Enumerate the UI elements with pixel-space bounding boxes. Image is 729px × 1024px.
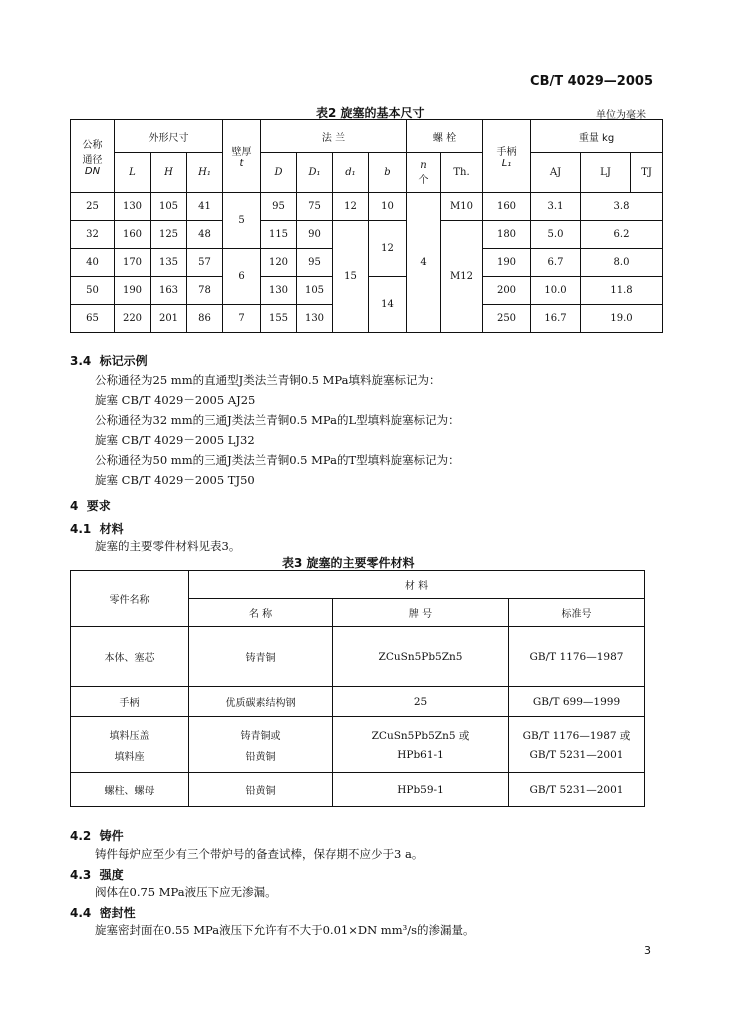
cell-H1: 57: [187, 249, 223, 277]
cell-standard: GB/T 1176—1987 或 GB/T 5231—2001: [509, 717, 645, 773]
cell-H1: 41: [187, 193, 223, 221]
th-handle: 手柄 L₁: [483, 120, 531, 193]
table3-title: 表3 旋塞的主要零件材料: [282, 556, 415, 570]
example-line-5: 公称通径为50 mm的三通J类法兰青铜0.5 MPa的T型填料旋塞标记为：: [95, 453, 460, 467]
cell-D: 120: [261, 249, 297, 277]
cell-dn: 65: [71, 305, 115, 333]
cell-grade: HPb59-1: [333, 773, 509, 807]
page-number: 3: [644, 944, 651, 957]
cell-D1: 90: [297, 221, 333, 249]
cell-part: 手柄: [71, 687, 189, 717]
th-d1: d₁: [333, 153, 369, 193]
cell-material-name: 铸青铜或 铅黄铜: [189, 717, 333, 773]
cell-D: 115: [261, 221, 297, 249]
cell-D: 130: [261, 277, 297, 305]
cell-H1: 48: [187, 221, 223, 249]
th-H1: H₁: [187, 153, 223, 193]
table2-unit: 单位为毫米: [596, 110, 646, 121]
cell-material-name: 优质碳素结构钢: [189, 687, 333, 717]
table2-title: 表2 旋塞的基本尺寸: [316, 106, 425, 120]
table-row: [71, 627, 645, 687]
cell-L1: 160: [483, 193, 531, 221]
cell-ljtj: 11.8: [581, 277, 663, 305]
cell-b-merged-a: 12: [369, 221, 407, 277]
cell-ljtj: 8.0: [581, 249, 663, 277]
cell-D: 155: [261, 305, 297, 333]
cell-H: 125: [151, 221, 187, 249]
cell-D: 95: [261, 193, 297, 221]
th-standard: 标准号: [509, 599, 645, 627]
cell-L1: 250: [483, 305, 531, 333]
cell-standard: GB/T 1176—1987: [509, 627, 645, 687]
cell-grade: ZCuSn5Pb5Zn5: [333, 627, 509, 687]
cell-aj: 5.0: [531, 221, 581, 249]
cell-d1-merged: 15: [333, 221, 369, 333]
cell-L1: 180: [483, 221, 531, 249]
th-lj: LJ: [581, 153, 631, 193]
cell-grade: ZCuSn5Pb5Zn5 或 HPb61-1: [333, 717, 509, 773]
section-4-2-text: 铸件每炉应至少有三个带炉号的备查试棒，保存期不应少于3 a。: [95, 847, 424, 861]
cell-aj: 3.1: [531, 193, 581, 221]
cell-t-merged-b: 6: [223, 249, 261, 305]
th-tj: TJ: [631, 153, 663, 193]
section-4-1-text: 旋塞的主要零件材料见表3。: [95, 539, 241, 553]
th-flange: 法 兰: [261, 120, 407, 153]
th-H: H: [151, 153, 187, 193]
example-line-1: 公称通径为25 mm的直通型J类法兰青铜0.5 MPa填料旋塞标记为：: [95, 373, 441, 387]
th-th: Th.: [441, 153, 483, 193]
cell-ljtj: 19.0: [581, 305, 663, 333]
cell-dn: 32: [71, 221, 115, 249]
cell-part: 本体、塞芯: [71, 627, 189, 687]
cell-dn: 25: [71, 193, 115, 221]
example-line-3: 公称通径为32 mm的三通J类法兰青铜0.5 MPa的L型填料旋塞标记为：: [95, 413, 460, 427]
th-b: b: [369, 153, 407, 193]
table-row: [71, 717, 645, 773]
th-material-name: 名 称: [189, 599, 333, 627]
cell-material-name: 铸青铜: [189, 627, 333, 687]
th-grade: 牌 号: [333, 599, 509, 627]
standard-code: CB/T 4029—2005: [530, 74, 653, 89]
th-aj: AJ: [531, 153, 581, 193]
th-weight: 重量 kg: [531, 120, 663, 153]
example-line-6: 旋塞 CB/T 4029－2005 TJ50: [95, 473, 255, 487]
section-4-4-heading: 4.4 密封性: [70, 906, 136, 920]
cell-dn: 40: [71, 249, 115, 277]
th-D: D: [261, 153, 297, 193]
cell-standard: GB/T 699—1999: [509, 687, 645, 717]
cell-standard: GB/T 5231—2001: [509, 773, 645, 807]
cell-D1: 75: [297, 193, 333, 221]
cell-t: 7: [223, 305, 261, 333]
th-material: 材 料: [189, 571, 645, 599]
th-bolt: 螺 栓: [407, 120, 483, 153]
table-row: [71, 193, 663, 221]
cell-n-merged: 4: [407, 193, 441, 333]
cell-L: 160: [115, 221, 151, 249]
th-wall: 壁厚 t: [223, 120, 261, 193]
table-row: [71, 687, 645, 717]
table2: [70, 119, 663, 333]
cell-material-name: 铅黄铜: [189, 773, 333, 807]
cell-th-merged: M12: [441, 221, 483, 333]
cell-H: 135: [151, 249, 187, 277]
cell-grade: 25: [333, 687, 509, 717]
cell-L1: 190: [483, 249, 531, 277]
cell-aj: 16.7: [531, 305, 581, 333]
cell-L1: 200: [483, 277, 531, 305]
cell-L: 220: [115, 305, 151, 333]
th-n: n 个: [407, 153, 441, 193]
cell-L: 170: [115, 249, 151, 277]
cell-H: 201: [151, 305, 187, 333]
cell-ljtj: 6.2: [581, 221, 663, 249]
table3: [70, 570, 645, 807]
cell-b: 10: [369, 193, 407, 221]
section-4-3-text: 阀体在0.75 MPa液压下应无渗漏。: [95, 885, 277, 899]
th-D1: D₁: [297, 153, 333, 193]
section-3-4-heading: 3.4 标记示例: [70, 354, 148, 368]
section-4-heading: 4 要求: [70, 499, 111, 513]
cell-L: 130: [115, 193, 151, 221]
example-line-2: 旋塞 CB/T 4029－2005 AJ25: [95, 393, 256, 407]
cell-part: 螺柱、螺母: [71, 773, 189, 807]
table-row: [71, 773, 645, 807]
cell-D1: 95: [297, 249, 333, 277]
section-4-1-heading: 4.1 材料: [70, 522, 124, 536]
cell-th: M10: [441, 193, 483, 221]
cell-aj: 10.0: [531, 277, 581, 305]
cell-H: 163: [151, 277, 187, 305]
th-part-name: 零件名称: [71, 571, 189, 627]
cell-D1: 130: [297, 305, 333, 333]
cell-part: 填料压盖 填料座: [71, 717, 189, 773]
cell-ljtj: 3.8: [581, 193, 663, 221]
table-row: [71, 221, 663, 249]
section-4-2-heading: 4.2 铸件: [70, 829, 124, 843]
section-4-3-heading: 4.3 强度: [70, 868, 124, 882]
cell-H1: 86: [187, 305, 223, 333]
cell-D1: 105: [297, 277, 333, 305]
cell-d1: 12: [333, 193, 369, 221]
th-L: L: [115, 153, 151, 193]
cell-H: 105: [151, 193, 187, 221]
example-line-4: 旋塞 CB/T 4029－2005 LJ32: [95, 433, 255, 447]
th-outer: 外形尺寸: [115, 120, 223, 153]
cell-L: 190: [115, 277, 151, 305]
cell-aj: 6.7: [531, 249, 581, 277]
cell-dn: 50: [71, 277, 115, 305]
cell-t-merged-a: 5: [223, 193, 261, 249]
cell-b-merged-b: 14: [369, 277, 407, 333]
th-nominal: 公称 通径 DN: [71, 120, 115, 193]
section-4-4-text: 旋塞密封面在0.55 MPa液压下允许有不大于0.01×DN mm³/s的渗漏量。: [95, 923, 475, 937]
cell-H1: 78: [187, 277, 223, 305]
